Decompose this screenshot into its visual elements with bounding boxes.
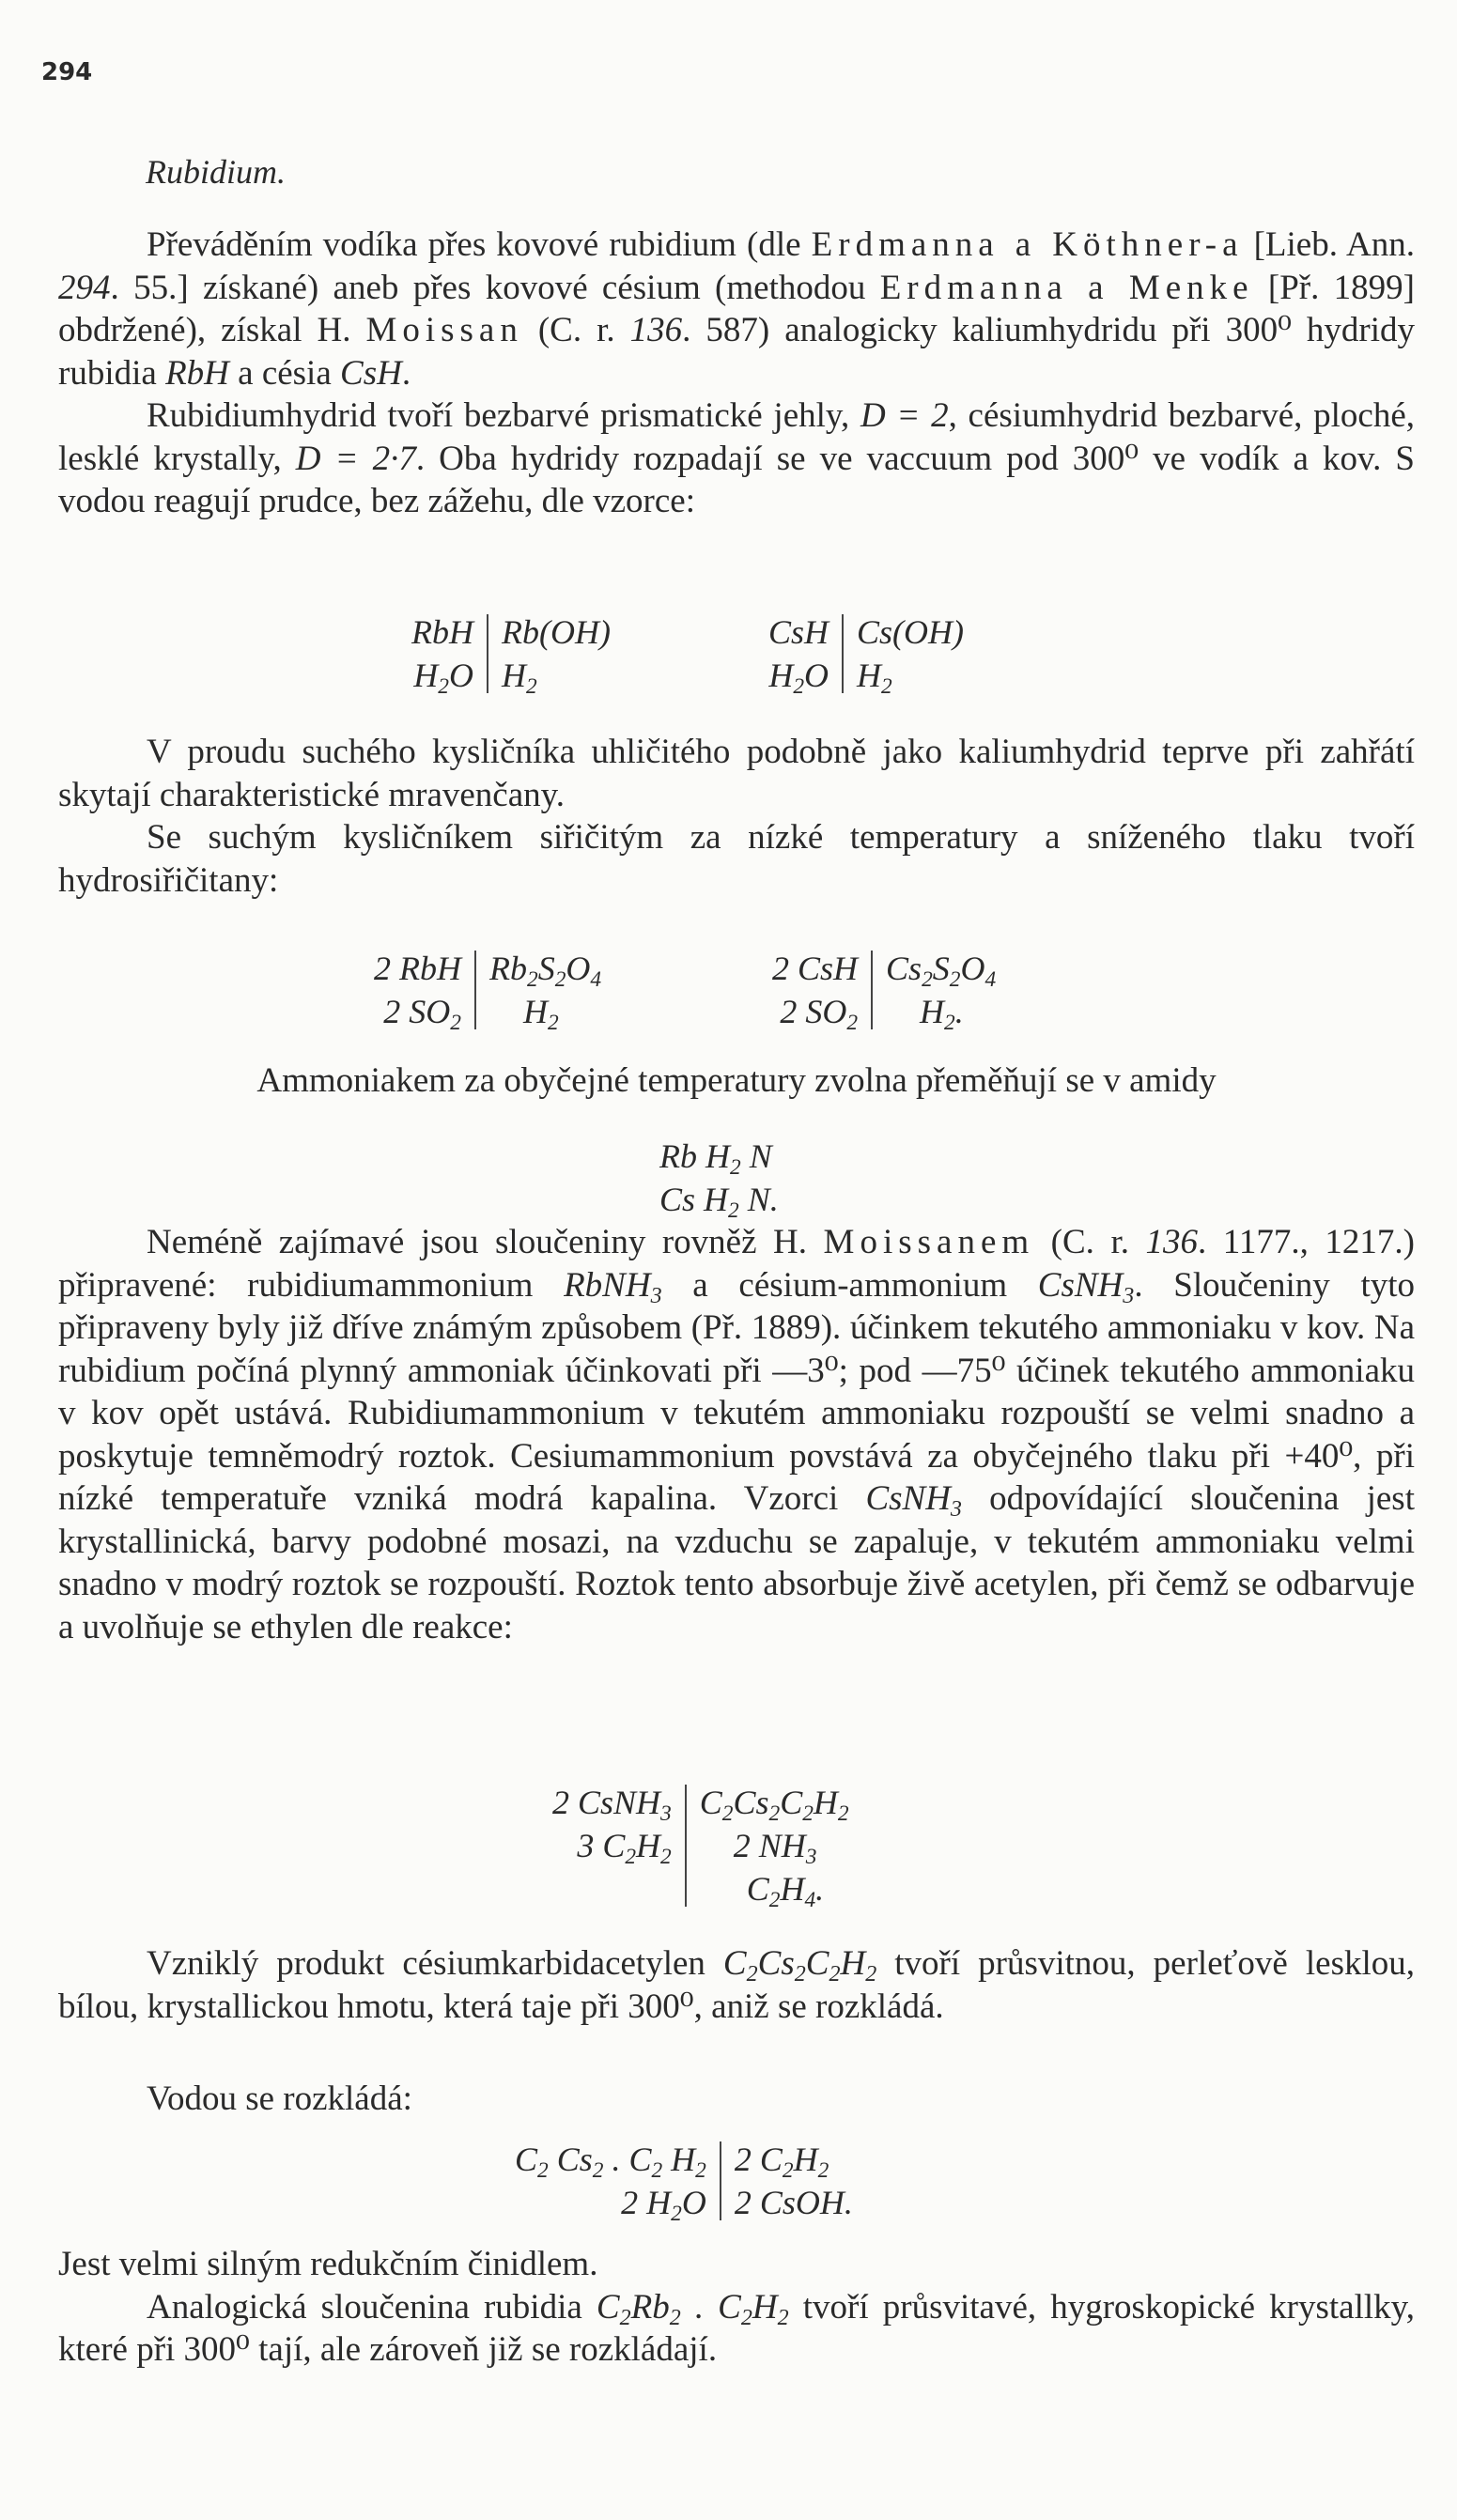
paragraph-1: Převáděním vodíka přes kovové rubidium (dle Erdmanna a Köthner-a [Lieb. Ann. 294. 55.] získané) aneb přes kovové césium (methodou Erdmanna a Menke [Př. 1899] obdržené), získal H. Moissan (C. r. 136. 587) analogicky kaliumhydridu při 300⁰ hydridy rubidia RbH a césia CsH.	[58, 225, 1416, 393]
paragraph-9: Jest velmi silným redukčním činidlem.	[58, 2245, 598, 2283]
middle-paragraphs	[58, 731, 1415, 902]
paragraph-5: Ammoniakem za obyčejné temperatury zvolna přeměňují se v amidy	[256, 1061, 1217, 1100]
equation-hydrosulfite-cs: 2 CsH 2 $SO_2$ $Cs_2S_2O_4$ $H_2$.	[772, 950, 997, 1036]
paragraph-4: Se suchým kysličníkem siřičitým za nízké temperatury a sníženého tlaku tvoří hydrosiřičitany:	[58, 818, 1415, 900]
equation-water: $C_2$ $Cs_2$ . $C_2$ $H_2$ 2 $H_2O$ 2 $C_2H_2$ 2 CsOH.	[515, 2141, 853, 2227]
closing-paragraphs	[58, 2243, 1415, 2372]
equation-hydrosulfite-rb: 2 RbH 2 $SO_2$ $Rb_2S_2O_4$ $H_2$	[374, 950, 602, 1036]
equation-acetylene: 2 CsNH$_3$ 3 $C_2H_2$ $C_2Cs_2C_2H_2$ 2 $NH_3$ $C_2H_4$.	[552, 1784, 849, 1913]
paragraph-8: Vodou se rozkládá:	[147, 2079, 412, 2118]
paragraph-7: Vzniklý produkt césiumkarbidacetylen $C_2Cs_2C_2H_2$ tvoří průsvitnou, perleťově lesklou, bílou, krystallickou hmotu, která taje při 300⁰, aniž se rozkládá.	[58, 1944, 1415, 2026]
equation-amides: Rb $H_2$ N Cs $H_2$ N.	[659, 1137, 779, 1224]
paragraph-7-block	[58, 1942, 1415, 2028]
paragraph-6-block	[58, 1221, 1415, 1648]
paragraph-8-block	[58, 2078, 1415, 2121]
paragraph-10: Analogická sloučenina rubidia $C_2Rb_2$ . $C_2H_2$ tvoří průsvitavé, hygroskopické krystallky, které při 300⁰ tají, ale zároveň již se rozkládají.	[58, 2287, 1415, 2369]
equation-hydrolysis-rb: RbH $H_2O$ Rb(OH) $H_2$	[411, 613, 611, 700]
section-heading: Rubidium.	[146, 153, 286, 191]
intro-paragraphs	[58, 224, 1415, 523]
paragraph-2: Rubidiumhydrid tvoří bezbarvé prismatické jehly, D = 2, césiumhydrid bezbarvé, ploché, lesklé krystally, D = 2·7. Oba hydridy rozpadají se ve vaccuum pod 300⁰ ve vodík a kov. S vodou reagují prudce, bez zážehu, dle vzorce:	[58, 396, 1415, 520]
equation-hydrolysis-cs: CsH $H_2O$ Cs(OH) $H_2$	[768, 613, 965, 700]
paragraph-6: Neméně zajímavé jsou sloučeniny rovněž H. Moissanem (C. r. 136. 1177., 1217.) připravené: rubidiumammonium RbNH$_3$ a césium-ammonium CsNH$_3$. Sloučeniny tyto připraveny byly již dříve známým způsobem (Př. 1889). účinkem tekutého ammoniaku v kov. Na rubidium počíná plynný ammoniak účinkovati při —3⁰; pod —75⁰ účinek tekutého ammoniaku v kov opět ustává. Rubidiumammonium v tekutém ammoniaku rozpouští se velmi snadno a poskytuje temněmodrý roztok. Cesiumammonium povstává za obyčejného tlaku při +40⁰, při nízké temperatuře vzniká modrá kapalina. Vzorci CsNH$_3$ odpovídající sloučenina jest krystallinická, barvy podobné mosazi, na vzduchu se zapaluje, v tekutém ammoniaku velmi snadno v modrý roztok se rozpouští. Roztok tento absorbuje živě acetylen, při čemž se odbarvuje a uvolňuje se ethylen dle reakce:	[58, 1223, 1416, 1647]
page-number: 294	[41, 58, 93, 86]
paragraph-3: V proudu suchého kysličníka uhličitého podobně jako kaliumhydrid teprve při zahřátí skytají charakteristické mravenčany.	[58, 733, 1415, 814]
